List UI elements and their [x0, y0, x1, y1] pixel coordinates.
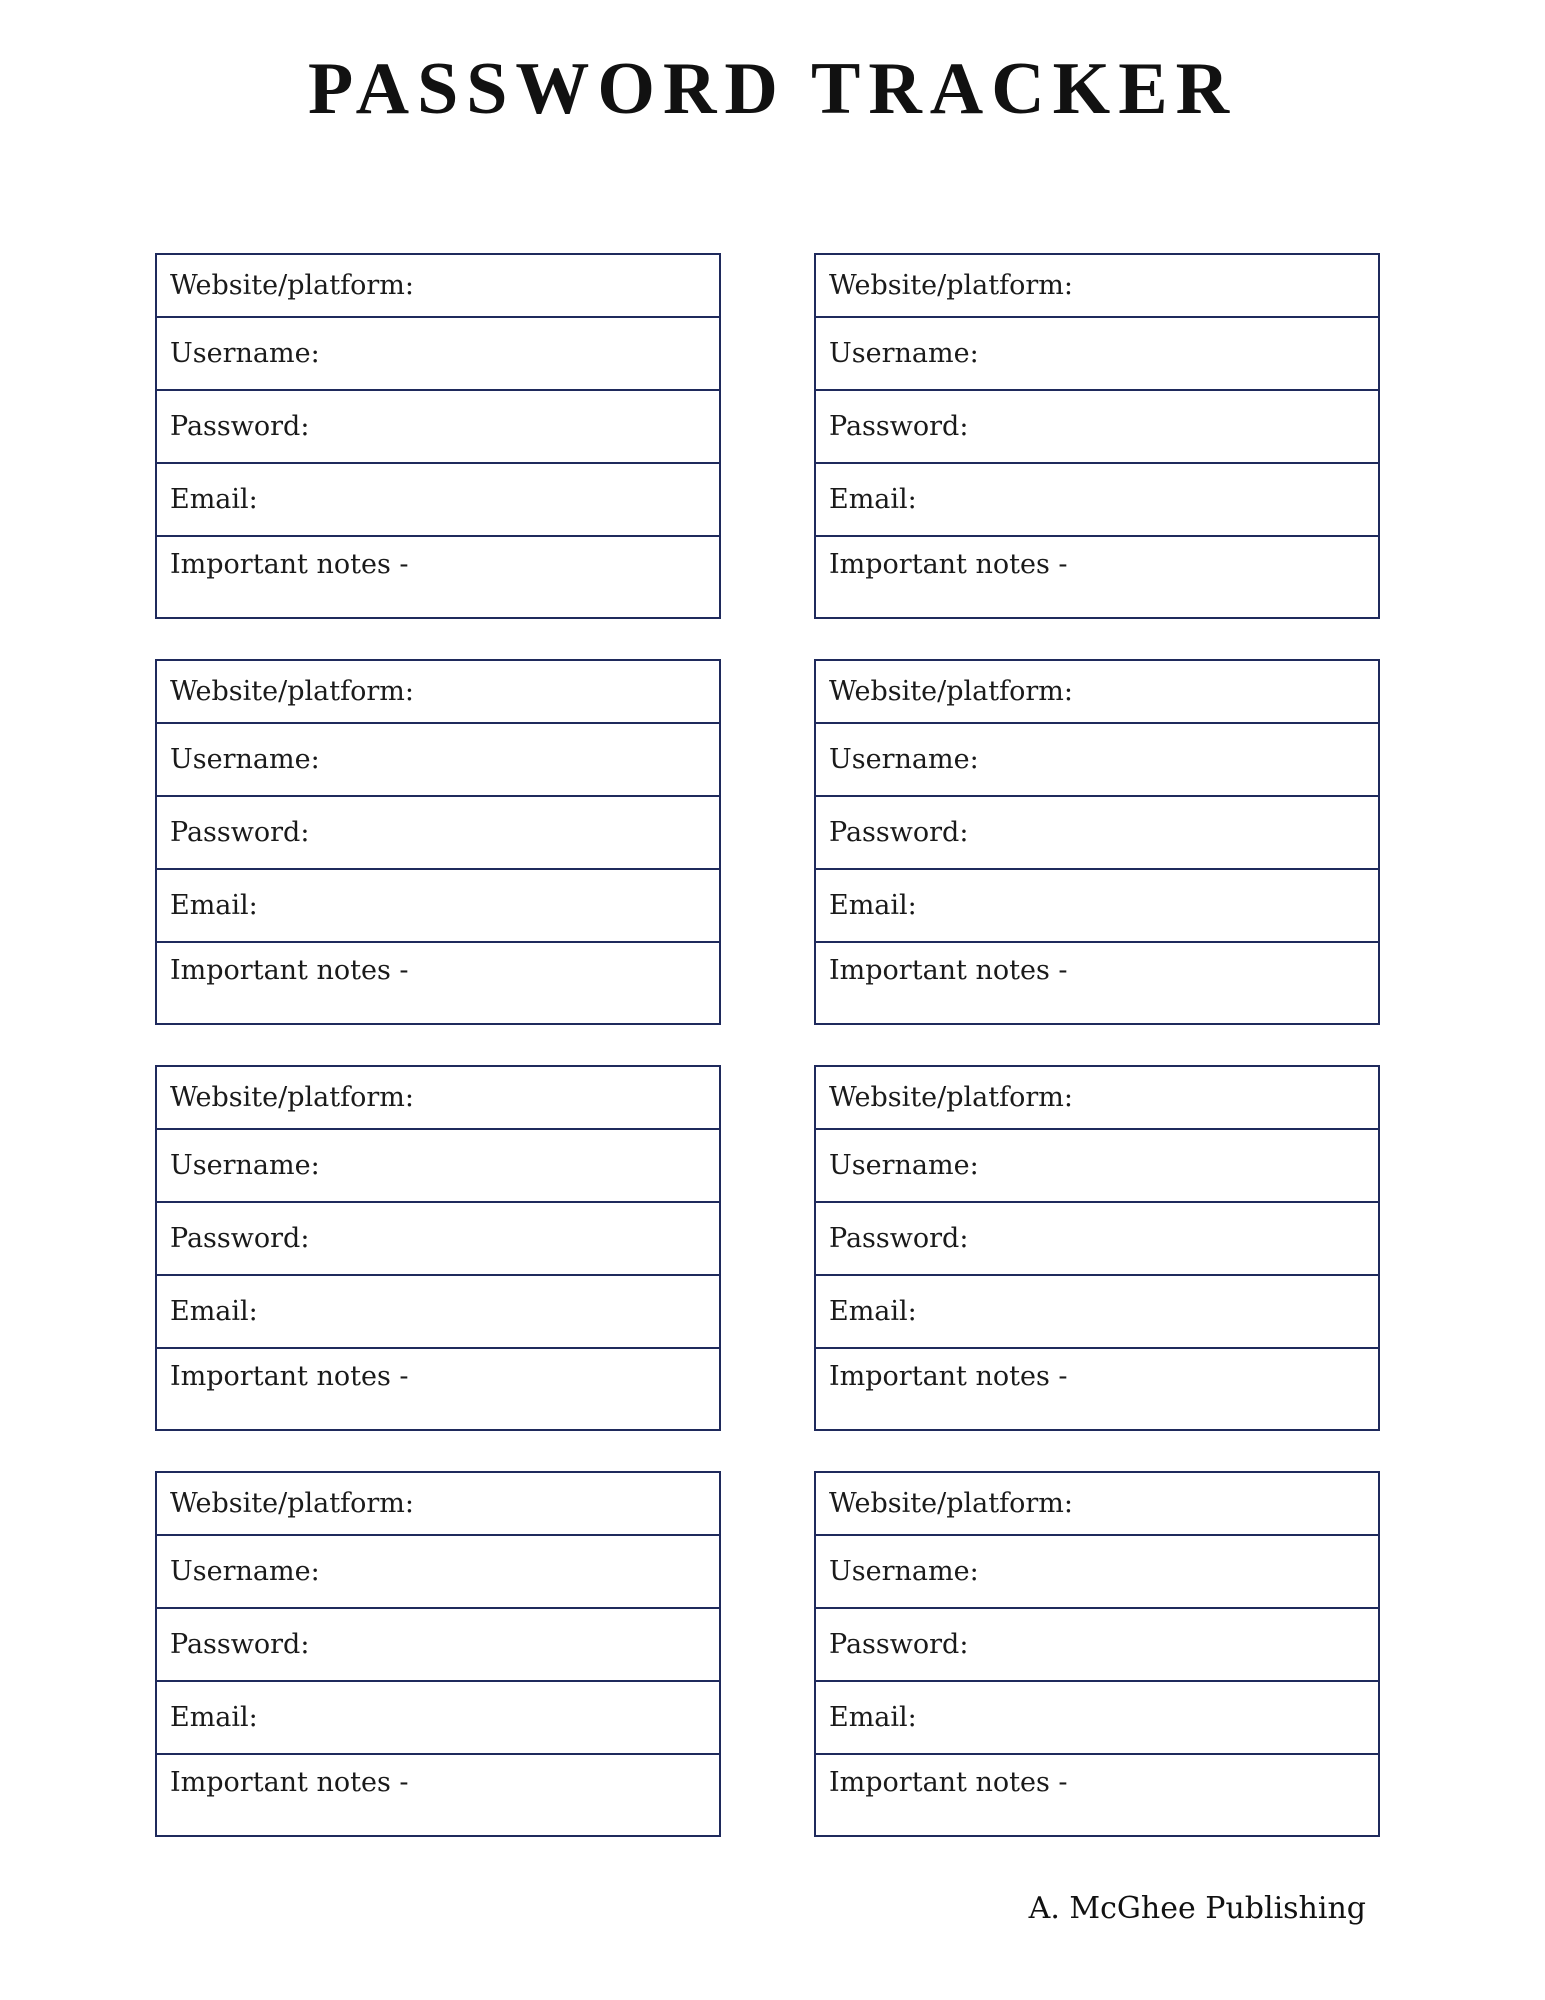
- email-field[interactable]: [157, 1276, 719, 1349]
- email-field[interactable]: [157, 464, 719, 537]
- notes-label: Important notes -: [829, 1767, 1068, 1798]
- website-label: Website/platform:: [829, 270, 1073, 301]
- website-field[interactable]: [157, 661, 719, 724]
- notes-field[interactable]: [157, 1349, 719, 1429]
- notes-label: Important notes -: [170, 955, 409, 986]
- username-label: Username:: [829, 744, 979, 775]
- email-field[interactable]: [816, 1276, 1378, 1349]
- password-entry-card: [155, 1065, 721, 1431]
- website-field[interactable]: [816, 1473, 1378, 1536]
- notes-label: Important notes -: [829, 549, 1068, 580]
- password-field[interactable]: [157, 391, 719, 464]
- username-field[interactable]: [157, 1130, 719, 1203]
- website-label: Website/platform:: [170, 676, 414, 707]
- password-field[interactable]: [816, 1609, 1378, 1682]
- publisher-credit: A. McGhee Publishing: [1028, 1891, 1366, 1926]
- username-field[interactable]: [157, 1536, 719, 1609]
- website-label: Website/platform:: [829, 676, 1073, 707]
- password-entry-card: [155, 253, 721, 619]
- username-label: Username:: [170, 1556, 320, 1587]
- website-field[interactable]: [157, 1067, 719, 1130]
- email-label: Email:: [829, 1296, 917, 1327]
- email-label: Email:: [170, 890, 258, 921]
- email-label: Email:: [170, 1296, 258, 1327]
- email-label: Email:: [829, 484, 917, 515]
- username-field[interactable]: [816, 1130, 1378, 1203]
- password-field[interactable]: [157, 1203, 719, 1276]
- notes-label: Important notes -: [170, 1361, 409, 1392]
- password-label: Password:: [170, 411, 310, 442]
- notes-field[interactable]: [157, 1755, 719, 1835]
- password-label: Password:: [829, 1223, 969, 1254]
- password-field[interactable]: [816, 797, 1378, 870]
- username-field[interactable]: [816, 1536, 1378, 1609]
- username-label: Username:: [170, 338, 320, 369]
- password-field[interactable]: [157, 797, 719, 870]
- password-label: Password:: [170, 1223, 310, 1254]
- password-field[interactable]: [816, 391, 1378, 464]
- password-entry-card: [814, 1065, 1380, 1431]
- website-label: Website/platform:: [170, 1488, 414, 1519]
- notes-field[interactable]: [157, 943, 719, 1023]
- password-label: Password:: [829, 817, 969, 848]
- notes-label: Important notes -: [829, 1361, 1068, 1392]
- email-field[interactable]: [816, 870, 1378, 943]
- notes-field[interactable]: [816, 943, 1378, 1023]
- email-field[interactable]: [816, 1682, 1378, 1755]
- password-entry-card: [814, 1471, 1380, 1837]
- password-entry-card: [155, 659, 721, 1025]
- username-field[interactable]: [157, 318, 719, 391]
- password-label: Password:: [170, 817, 310, 848]
- website-label: Website/platform:: [170, 270, 414, 301]
- password-entry-card: [814, 659, 1380, 1025]
- username-field[interactable]: [816, 724, 1378, 797]
- notes-field[interactable]: [816, 1755, 1378, 1835]
- username-label: Username:: [829, 1556, 979, 1587]
- notes-label: Important notes -: [170, 549, 409, 580]
- website-field[interactable]: [816, 661, 1378, 724]
- username-label: Username:: [829, 338, 979, 369]
- password-entry-card: [155, 1471, 721, 1837]
- website-label: Website/platform:: [170, 1082, 414, 1113]
- email-label: Email:: [829, 1702, 917, 1733]
- email-label: Email:: [829, 890, 917, 921]
- website-label: Website/platform:: [829, 1082, 1073, 1113]
- email-field[interactable]: [157, 870, 719, 943]
- email-field[interactable]: [157, 1682, 719, 1755]
- email-field[interactable]: [816, 464, 1378, 537]
- password-entry-card: [814, 253, 1380, 619]
- email-label: Email:: [170, 1702, 258, 1733]
- notes-field[interactable]: [816, 1349, 1378, 1429]
- password-label: Password:: [829, 411, 969, 442]
- website-field[interactable]: [816, 255, 1378, 318]
- username-label: Username:: [170, 744, 320, 775]
- website-field[interactable]: [157, 255, 719, 318]
- username-label: Username:: [170, 1150, 320, 1181]
- password-label: Password:: [829, 1629, 969, 1660]
- notes-field[interactable]: [816, 537, 1378, 617]
- username-field[interactable]: [157, 724, 719, 797]
- password-card-grid: [155, 253, 1380, 1837]
- website-field[interactable]: [157, 1473, 719, 1536]
- password-field[interactable]: [157, 1609, 719, 1682]
- username-label: Username:: [829, 1150, 979, 1181]
- password-label: Password:: [170, 1629, 310, 1660]
- notes-label: Important notes -: [170, 1767, 409, 1798]
- username-field[interactable]: [816, 318, 1378, 391]
- page-title: PASSWORD TRACKER: [307, 48, 1238, 130]
- notes-field[interactable]: [157, 537, 719, 617]
- website-field[interactable]: [816, 1067, 1378, 1130]
- notes-label: Important notes -: [829, 955, 1068, 986]
- email-label: Email:: [170, 484, 258, 515]
- password-field[interactable]: [816, 1203, 1378, 1276]
- website-label: Website/platform:: [829, 1488, 1073, 1519]
